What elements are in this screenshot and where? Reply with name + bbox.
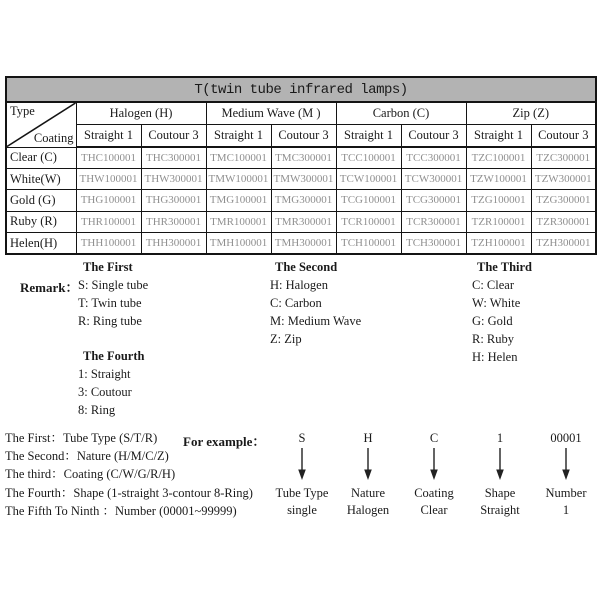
example-code: C <box>429 431 439 445</box>
remark-fourth-items <box>78 365 148 419</box>
remark-third-items <box>472 276 532 366</box>
product-code-cell: TCG300001 <box>401 190 466 211</box>
product-code-cell: THC100001 <box>76 147 141 168</box>
product-code-cell: TCG100001 <box>336 190 401 211</box>
product-code-cell: THH300001 <box>141 233 206 254</box>
product-code-cell: THR100001 <box>76 211 141 232</box>
product-code-cell: TMR300001 <box>271 211 336 232</box>
remark-first-title: The First <box>83 260 133 274</box>
product-code-cell: TMW300001 <box>271 168 336 189</box>
example-field-name: Coating <box>414 486 454 500</box>
coating-row-label: Gold (G) <box>6 190 76 211</box>
product-code-cell: TZH300001 <box>531 233 596 254</box>
subheader-cell: Coutour 3 <box>141 125 206 148</box>
remark-column-first-fourth <box>78 258 148 419</box>
remark-item: H: Halogen <box>270 278 328 292</box>
down-arrow-icon <box>296 448 308 480</box>
remark-first-items <box>78 276 148 330</box>
product-code-cell: TMR100001 <box>206 211 271 232</box>
example-field-value: single <box>287 503 317 517</box>
example-field-name: Number <box>545 486 587 500</box>
remark-fourth-title: The Fourth <box>83 349 145 363</box>
product-code-cell: TZH100001 <box>466 233 531 254</box>
product-code-cell: TZR100001 <box>466 211 531 232</box>
product-code-cell: TZG300001 <box>531 190 596 211</box>
table-row <box>6 168 596 189</box>
remark-item: M: Medium Wave <box>270 314 362 328</box>
column-group-halogen: Halogen (H) <box>76 102 206 125</box>
remark-item: Z: Zip <box>270 332 302 346</box>
remark-column-second <box>270 258 361 348</box>
coating-row-label: White(W) <box>6 168 76 189</box>
example-code: S <box>298 431 306 445</box>
product-code-table <box>5 76 597 255</box>
remark-item: C: Carbon <box>270 296 322 310</box>
remark-item: 1: Straight <box>78 367 131 381</box>
product-code-cell: TCC100001 <box>336 147 401 168</box>
subheader-cell: Coutour 3 <box>401 125 466 148</box>
legend-line: The Fourth：Shape (1-straight 3-contour 8-Ring) <box>5 485 253 500</box>
table-row <box>6 190 596 211</box>
coating-row-label: Helen(H) <box>6 233 76 254</box>
coating-row-label: Ruby (R) <box>6 211 76 232</box>
remark-item: R: Ruby <box>472 332 515 346</box>
product-code-cell: TCH100001 <box>336 233 401 254</box>
table-row <box>6 211 596 232</box>
product-code-cell: TCW100001 <box>336 168 401 189</box>
product-code-cell: TZW100001 <box>466 168 531 189</box>
example-column <box>533 430 599 518</box>
subheader-cell: Straight 1 <box>76 125 141 148</box>
example-column <box>401 430 467 518</box>
product-code-cell: TMH100001 <box>206 233 271 254</box>
example-field-name: Nature <box>350 486 385 500</box>
product-code-cell: TZR300001 <box>531 211 596 232</box>
product-code-cell: TMG100001 <box>206 190 271 211</box>
product-code-cell: THR300001 <box>141 211 206 232</box>
legend-line: The third：Coating (C/W/G/R/H) <box>5 467 176 482</box>
down-arrow-icon <box>560 448 572 480</box>
example-column <box>335 430 401 518</box>
shape-subheader-row <box>6 125 596 148</box>
remark-third-title: The Third <box>477 260 532 274</box>
coating-row-label: Clear (C) <box>6 147 76 168</box>
remark-item: R: Ring tube <box>78 314 142 328</box>
for-example-label: For example： <box>183 434 266 449</box>
example-field-name: Tube Type <box>275 486 329 500</box>
subheader-cell: Straight 1 <box>466 125 531 148</box>
legend-line: The First：Tube Type (S/T/R) <box>5 431 158 445</box>
product-code-cell: TMW100001 <box>206 168 271 189</box>
product-code-cell: TZW300001 <box>531 168 596 189</box>
subheader-cell: Coutour 3 <box>271 125 336 148</box>
product-code-cell: TMC300001 <box>271 147 336 168</box>
product-code-cell: TZC100001 <box>466 147 531 168</box>
product-code-cell: TZC300001 <box>531 147 596 168</box>
subheader-cell: Coutour 3 <box>531 125 596 148</box>
remark-second-title: The Second <box>275 260 338 274</box>
product-code-cell: THC300001 <box>141 147 206 168</box>
example-column <box>467 430 533 518</box>
product-code-cell: TCC300001 <box>401 147 466 168</box>
down-arrow-icon <box>494 448 506 480</box>
remark-block-first <box>78 258 148 330</box>
example-code: H <box>363 431 373 445</box>
example-field-value: Straight <box>480 503 520 517</box>
remark-item: W: White <box>472 296 521 310</box>
example-field-name: Shape <box>484 486 516 500</box>
column-group-zip: Zip (Z) <box>466 102 596 125</box>
product-code-cell: TMC100001 <box>206 147 271 168</box>
remark-label: Remark： <box>20 280 79 295</box>
example-code: 00001 <box>550 431 582 445</box>
remark-item: 8: Ring <box>78 403 116 417</box>
product-code-cell: TMH300001 <box>271 233 336 254</box>
table-row <box>6 233 596 254</box>
remark-item: T: Twin tube <box>78 296 142 310</box>
column-group-medium-wave: Medium Wave (M ) <box>206 102 336 125</box>
product-code-cell: TCR300001 <box>401 211 466 232</box>
product-code-cell: TMG300001 <box>271 190 336 211</box>
product-code-cell: THW100001 <box>76 168 141 189</box>
product-code-cell: TCH300001 <box>401 233 466 254</box>
down-arrow-icon <box>362 448 374 480</box>
subheader-cell: Straight 1 <box>206 125 271 148</box>
table-title: T(twin tube infrared lamps) <box>6 77 596 102</box>
example-code: 1 <box>496 431 504 445</box>
table-body <box>6 147 596 254</box>
remark-item: 3: Coutour <box>78 385 132 399</box>
remark-item: G: Gold <box>472 314 513 328</box>
legend-line: The Second：Nature (H/M/C/Z) <box>5 449 169 464</box>
example-breakdown <box>269 430 599 518</box>
product-code-cell: THH100001 <box>76 233 141 254</box>
product-code-cell: TCW300001 <box>401 168 466 189</box>
remark-item: C: Clear <box>472 278 515 292</box>
example-field-value: Clear <box>420 503 448 517</box>
subheader-cell: Straight 1 <box>336 125 401 148</box>
product-code-cell: THG100001 <box>76 190 141 211</box>
example-field-value: Halogen <box>346 503 390 517</box>
product-code-cell: THW300001 <box>141 168 206 189</box>
corner-type-label: Type <box>10 104 35 118</box>
table-row <box>6 147 596 168</box>
remark-column-third <box>472 258 532 366</box>
corner-coating-label: Coating <box>33 130 74 145</box>
down-arrow-icon <box>428 448 440 480</box>
remark-item: H: Helen <box>472 350 518 364</box>
type-coating-corner-cell <box>6 102 76 147</box>
product-code-cell: THG300001 <box>141 190 206 211</box>
remark-second-items <box>270 276 361 348</box>
column-group-carbon: Carbon (C) <box>336 102 466 125</box>
legend-line: The Fifth To Ninth ：Number (00001~99999) <box>5 503 237 518</box>
product-code-cell: TZG100001 <box>466 190 531 211</box>
remark-item: S: Single tube <box>78 278 149 292</box>
example-field-value: 1 <box>562 503 570 517</box>
remark-block-fourth <box>78 347 148 419</box>
example-column <box>269 430 335 518</box>
product-code-cell: TCR100001 <box>336 211 401 232</box>
